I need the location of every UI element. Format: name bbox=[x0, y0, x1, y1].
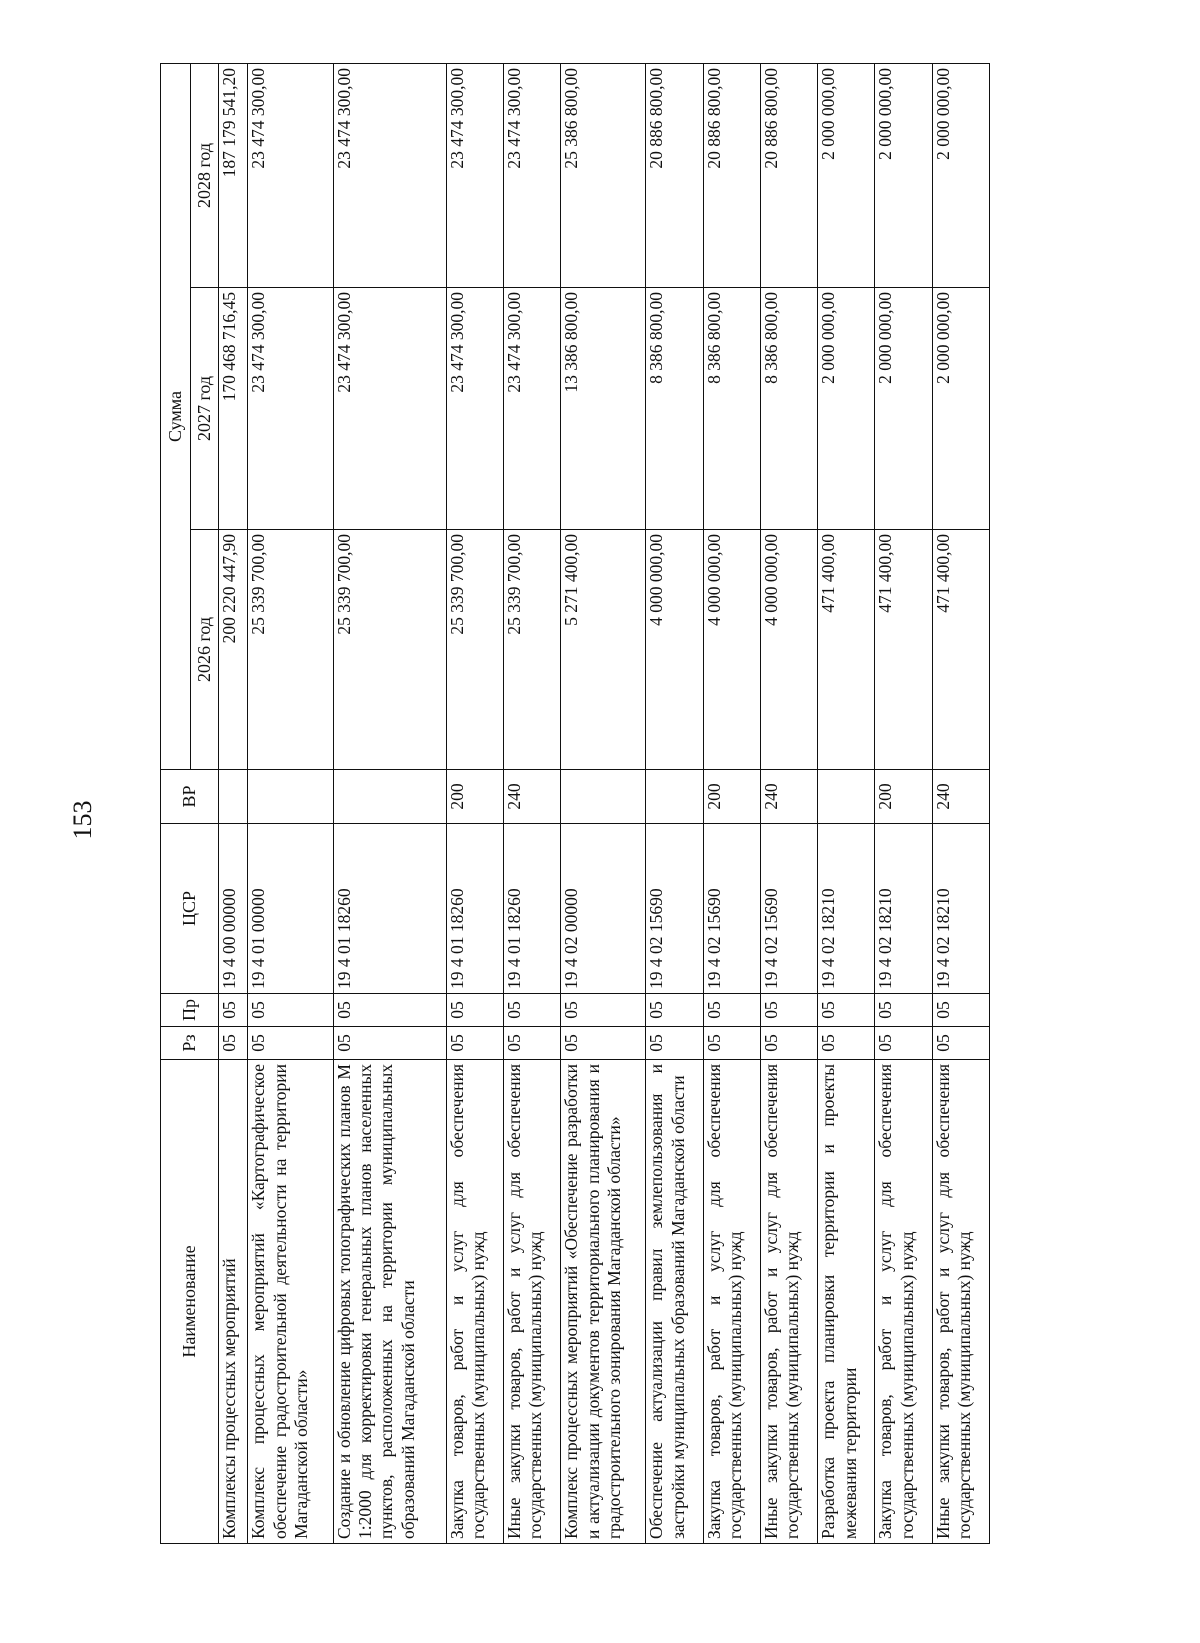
table-row bbox=[503, 63, 560, 1543]
header-sum: Сумма bbox=[161, 63, 191, 769]
cell-vr: 200 bbox=[875, 770, 932, 824]
cell-2026: 4 000 000,00 bbox=[703, 530, 760, 770]
rotated-table-container bbox=[160, 64, 990, 1544]
cell-rz: 05 bbox=[703, 1027, 760, 1060]
cell-2026: 25 339 700,00 bbox=[446, 530, 503, 770]
cell-name: Закупка товаров, работ и услуг для обеспечения государственных (муниципальных) нужд bbox=[703, 1060, 760, 1544]
cell-2027: 23 474 300,00 bbox=[503, 288, 560, 530]
cell-pr: 05 bbox=[446, 994, 503, 1027]
cell-2027: 8 386 800,00 bbox=[760, 288, 817, 530]
cell-2028: 23 474 300,00 bbox=[446, 63, 503, 287]
cell-vr bbox=[248, 770, 333, 824]
cell-pr: 05 bbox=[219, 994, 248, 1027]
cell-csr: 19 4 02 18210 bbox=[875, 824, 932, 994]
cell-vr: 200 bbox=[446, 770, 503, 824]
cell-csr: 19 4 01 00000 bbox=[248, 824, 333, 994]
cell-2027: 8 386 800,00 bbox=[703, 288, 760, 530]
header-name: Наименование bbox=[161, 1060, 219, 1544]
cell-2026: 471 400,00 bbox=[875, 530, 932, 770]
header-row bbox=[161, 63, 191, 1543]
cell-2028: 20 886 800,00 bbox=[646, 63, 703, 287]
cell-vr: 240 bbox=[932, 770, 989, 824]
cell-name: Закупка товаров, работ и услуг для обеспечения государственных (муниципальных) нужд bbox=[446, 1060, 503, 1544]
header-pr: Пр bbox=[161, 994, 219, 1027]
cell-rz: 05 bbox=[818, 1027, 875, 1060]
cell-name: Иные закупки товаров, работ и услуг для обеспечения государственных (муниципальных) нужд bbox=[503, 1060, 560, 1544]
cell-pr: 05 bbox=[503, 994, 560, 1027]
cell-name: Иные закупки товаров, работ и услуг для обеспечения государственных (муниципальных) нужд bbox=[932, 1060, 989, 1544]
cell-vr bbox=[333, 770, 446, 824]
cell-2027: 23 474 300,00 bbox=[446, 288, 503, 530]
table-row bbox=[646, 63, 703, 1543]
cell-rz: 05 bbox=[875, 1027, 932, 1060]
cell-rz: 05 bbox=[248, 1027, 333, 1060]
cell-pr: 05 bbox=[703, 994, 760, 1027]
cell-csr: 19 4 02 15690 bbox=[703, 824, 760, 994]
header-rz: Рз bbox=[161, 1027, 219, 1060]
table-body bbox=[219, 63, 990, 1543]
cell-vr bbox=[818, 770, 875, 824]
cell-rz: 05 bbox=[932, 1027, 989, 1060]
budget-table bbox=[160, 63, 990, 1544]
cell-2026: 4 000 000,00 bbox=[760, 530, 817, 770]
table-row bbox=[818, 63, 875, 1543]
cell-vr: 200 bbox=[703, 770, 760, 824]
cell-2028: 23 474 300,00 bbox=[248, 63, 333, 287]
cell-rz: 05 bbox=[446, 1027, 503, 1060]
cell-pr: 05 bbox=[646, 994, 703, 1027]
cell-2026: 25 339 700,00 bbox=[333, 530, 446, 770]
cell-csr: 19 4 02 18210 bbox=[932, 824, 989, 994]
table-row bbox=[561, 63, 646, 1543]
cell-name: Разработка проекта планировки территории и проекты межевания территории bbox=[818, 1060, 875, 1544]
cell-2026: 4 000 000,00 bbox=[646, 530, 703, 770]
cell-pr: 05 bbox=[760, 994, 817, 1027]
cell-name: Комплекс процессных мероприятий «Обеспечение разработки и актуализации документов территориального планирования и градостроительного зонирования Магаданской области» bbox=[561, 1060, 646, 1544]
cell-2027: 2 000 000,00 bbox=[818, 288, 875, 530]
cell-csr: 19 4 01 18260 bbox=[503, 824, 560, 994]
cell-2028: 23 474 300,00 bbox=[333, 63, 446, 287]
cell-rz: 05 bbox=[503, 1027, 560, 1060]
cell-name: Комплексы процессных мероприятий bbox=[219, 1060, 248, 1544]
cell-vr bbox=[561, 770, 646, 824]
cell-2026: 471 400,00 bbox=[818, 530, 875, 770]
cell-vr bbox=[646, 770, 703, 824]
table-row bbox=[760, 63, 817, 1543]
table-row bbox=[333, 63, 446, 1543]
cell-2026: 25 339 700,00 bbox=[503, 530, 560, 770]
cell-name: Иные закупки товаров, работ и услуг для обеспечения государственных (муниципальных) нужд bbox=[760, 1060, 817, 1544]
cell-2027: 13 386 800,00 bbox=[561, 288, 646, 530]
cell-csr: 19 4 01 18260 bbox=[333, 824, 446, 994]
cell-2028: 187 179 541,20 bbox=[219, 63, 248, 287]
table-header bbox=[161, 63, 219, 1543]
cell-rz: 05 bbox=[561, 1027, 646, 1060]
cell-2026: 5 271 400,00 bbox=[561, 530, 646, 770]
cell-2027: 170 468 716,45 bbox=[219, 288, 248, 530]
cell-pr: 05 bbox=[932, 994, 989, 1027]
cell-2028: 20 886 800,00 bbox=[703, 63, 760, 287]
table-row bbox=[446, 63, 503, 1543]
cell-csr: 19 4 02 00000 bbox=[561, 824, 646, 994]
cell-2028: 25 386 800,00 bbox=[561, 63, 646, 287]
cell-rz: 05 bbox=[333, 1027, 446, 1060]
table-row bbox=[875, 63, 932, 1543]
cell-name: Закупка товаров, работ и услуг для обеспечения государственных (муниципальных) нужд bbox=[875, 1060, 932, 1544]
cell-vr: 240 bbox=[760, 770, 817, 824]
header-csr: ЦСР bbox=[161, 824, 219, 994]
cell-rz: 05 bbox=[646, 1027, 703, 1060]
table-row bbox=[219, 63, 248, 1543]
cell-2028: 23 474 300,00 bbox=[503, 63, 560, 287]
cell-pr: 05 bbox=[561, 994, 646, 1027]
header-vr: ВР bbox=[161, 770, 219, 824]
page-number: 153 bbox=[68, 800, 97, 840]
cell-vr: 240 bbox=[503, 770, 560, 824]
cell-vr bbox=[219, 770, 248, 824]
cell-name: Создание и обновление цифровых топографических планов М 1:2000 для корректировки генеральных планов населенных пунктов, расположенных на территории муниципальных образований Магаданской области bbox=[333, 1060, 446, 1544]
header-2027: 2027 год bbox=[191, 288, 219, 530]
cell-2027: 23 474 300,00 bbox=[248, 288, 333, 530]
cell-csr: 19 4 01 18260 bbox=[446, 824, 503, 994]
cell-2027: 2 000 000,00 bbox=[875, 288, 932, 530]
cell-2027: 2 000 000,00 bbox=[932, 288, 989, 530]
cell-2026: 471 400,00 bbox=[932, 530, 989, 770]
cell-rz: 05 bbox=[760, 1027, 817, 1060]
cell-2026: 200 220 447,90 bbox=[219, 530, 248, 770]
cell-csr: 19 4 02 18210 bbox=[818, 824, 875, 994]
cell-2028: 2 000 000,00 bbox=[818, 63, 875, 287]
cell-2027: 8 386 800,00 bbox=[646, 288, 703, 530]
cell-rz: 05 bbox=[219, 1027, 248, 1060]
table-row bbox=[932, 63, 989, 1543]
cell-2028: 2 000 000,00 bbox=[875, 63, 932, 287]
cell-csr: 19 4 02 15690 bbox=[646, 824, 703, 994]
header-2028: 2028 год bbox=[191, 63, 219, 287]
cell-2028: 20 886 800,00 bbox=[760, 63, 817, 287]
cell-2027: 23 474 300,00 bbox=[333, 288, 446, 530]
cell-name: Обеспечение актуализации правил землепользования и застройки муниципальных образований Магаданской области bbox=[646, 1060, 703, 1544]
cell-csr: 19 4 00 00000 bbox=[219, 824, 248, 994]
header-2026: 2026 год bbox=[191, 530, 219, 770]
table-row bbox=[248, 63, 333, 1543]
cell-pr: 05 bbox=[248, 994, 333, 1027]
cell-2028: 2 000 000,00 bbox=[932, 63, 989, 287]
table-row bbox=[703, 63, 760, 1543]
cell-name: Комплекс процессных мероприятий «Картографическое обеспечение градостроительной деятельности на территории Магаданской области» bbox=[248, 1060, 333, 1544]
cell-pr: 05 bbox=[875, 994, 932, 1027]
cell-pr: 05 bbox=[818, 994, 875, 1027]
cell-csr: 19 4 02 15690 bbox=[760, 824, 817, 994]
cell-2026: 25 339 700,00 bbox=[248, 530, 333, 770]
cell-pr: 05 bbox=[333, 994, 446, 1027]
